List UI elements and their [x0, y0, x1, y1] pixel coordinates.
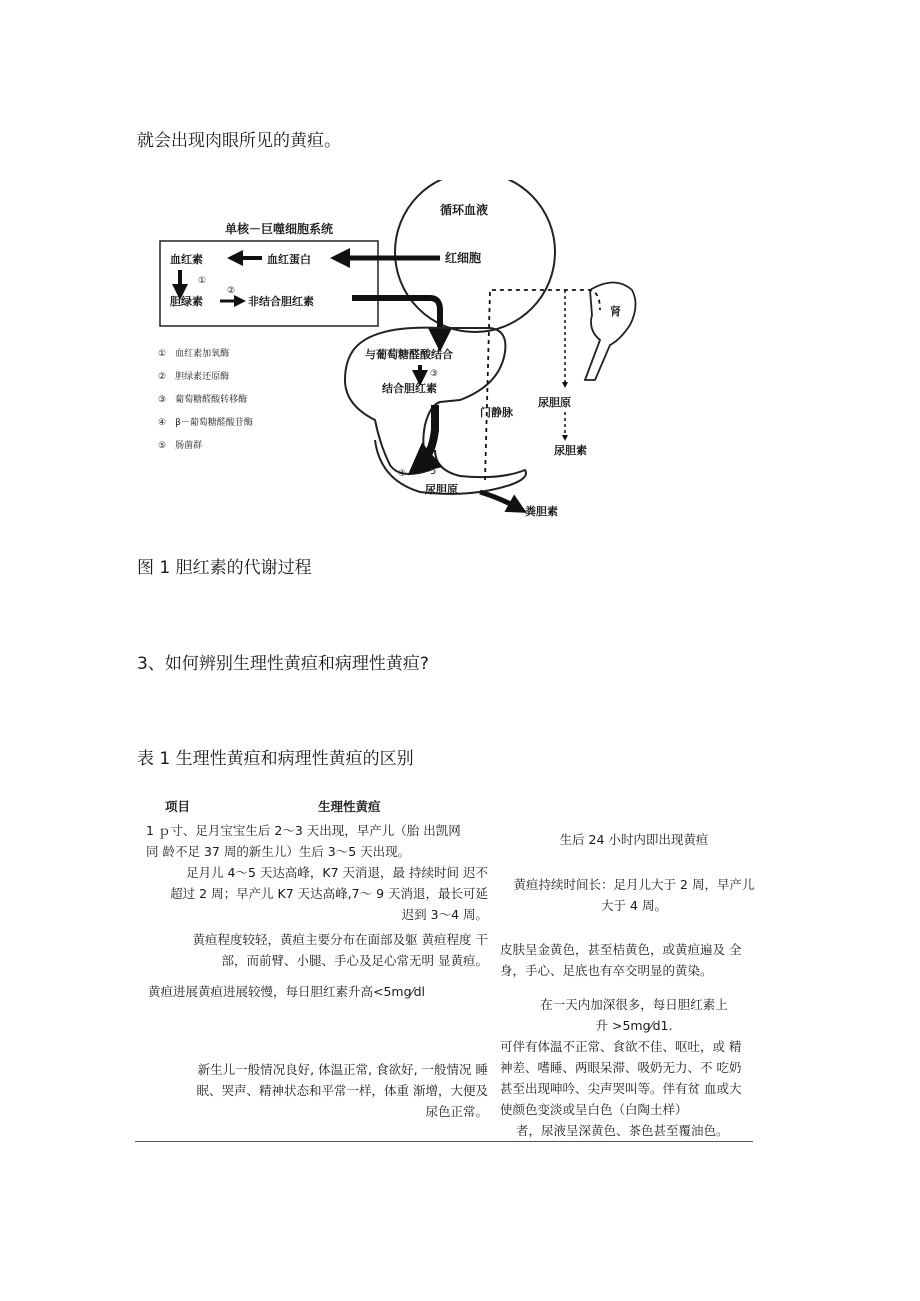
label-conjugated: 结合胆红素 — [382, 382, 437, 395]
label-step2: ② — [227, 286, 236, 296]
label-urobilin: 尿胆素 — [554, 444, 587, 457]
legend-item: ⑤ 肠菌群 — [158, 441, 203, 451]
label-unconjugated: 非结合胆红素 — [248, 295, 314, 308]
label-portal-vein: 门静脉 — [480, 406, 513, 419]
label-hemoglobin: 血红蛋白 — [267, 253, 311, 266]
arrow-liver-to-intestine — [420, 405, 435, 465]
header-physiological: 生理性黄疸 — [318, 799, 381, 814]
label-biliverdin: 胆绿素 — [170, 295, 203, 308]
legend-item: ② 胆绿素还原酶 — [158, 372, 230, 382]
table-cell-patho: 皮肤呈金黄色，甚至桔黄色，或黄疸遍及 全 身，手心、足底也有卒交明显的黄染。 — [500, 942, 742, 978]
table-cell-patho: 在一天内加深很多，每日胆红素上 升 >5mg⁄d1. — [540, 997, 728, 1033]
label-step4: ④ — [398, 469, 407, 479]
label-step1: ① — [198, 276, 207, 286]
label-step3: ③ — [430, 369, 439, 379]
label-kidney: 肾 — [610, 305, 621, 318]
diagram-legend — [158, 347, 253, 451]
table-caption: 表 1 生理性黄疸和病理性黄疸的区别 — [137, 749, 414, 769]
table-cell-patho: 生后 24 小时内即出现黄疸 — [559, 832, 709, 847]
label-stercobilinogen: 尿胆原 — [425, 483, 458, 496]
table-cell-physio: 黄疸程度较轻，黄疸主要分布在面部及躯 黄疸程度 干 部，而前臂、小腿、手心及足心常无明 显黄疸。 — [192, 932, 488, 968]
legend-item: ③ 葡萄糖醛酸转移酶 — [158, 395, 248, 405]
label-heme: 血红素 — [170, 253, 203, 266]
legend-item: ① 血红素加氧酶 — [158, 349, 230, 359]
table-bottom-rule — [135, 1141, 753, 1142]
label-circulation: 循环血液 — [440, 203, 489, 217]
table-cell-physio: 新生儿一般情况良好, 体温正常, 食欲好, 一般情况 睡 眠、哭声、精神状态和平常一样，体重 渐增，大便及 尿色正常。 — [196, 1062, 488, 1119]
label-step5: 5 — [430, 466, 437, 477]
arrow-to-stercobilin — [480, 492, 518, 508]
table-cell-physio: 1 ｐ寸、足月宝宝生后 2～3 天出现，早产儿（胎 出凯网 同 龄不足 37 周的新生儿）生后 3～5 天出现。 — [146, 823, 461, 859]
label-urobilinogen: 尿胆原 — [538, 396, 571, 409]
header-item: 项目 — [165, 799, 191, 814]
label-rbc: 红细胞 — [445, 251, 482, 265]
kidney-outline — [585, 283, 636, 381]
label-glucuronide: 与葡萄糖醛酸结合 — [365, 348, 453, 361]
question-heading: 3、如何辨别生理性黄疸和病理性黄疸? — [137, 654, 429, 674]
figure-caption: 图 1 胆红素的代谢过程 — [137, 558, 312, 578]
intro-paragraph: 就会出现肉眼所见的黄疸。 — [137, 131, 341, 151]
table-cell-physio: 黄疸进展黄疸进展较慢，每日胆红素升高<5mg⁄dl — [148, 984, 426, 999]
bilirubin-metabolism-diagram — [140, 180, 660, 525]
table-cell-patho: 可伴有体温不正常、食欲不佳、呕吐，或 精 神差、嗜睡、两眼呆滞、吸奶无力、不 吃奶 甚至出现呻吟、尖声哭叫等。伴有贫 血或大 使颜色变淡或呈白色（白陶土样） 者，尿液呈深黄色、茶色甚至覆油色。 — [500, 1039, 742, 1138]
label-system: 单核－巨噬细胞系统 — [225, 222, 334, 236]
table-cell-physio: 足月儿 4～5 天达高峰，K7 天消退，最 持续时间 迟不 超过 2 周；早产儿 K7 天达高峰,7～ 9 天消退，最长可延 迟到 3～4 周。 — [170, 865, 488, 922]
arrow-unconjugated-to-liver — [352, 298, 440, 340]
legend-item: ④ β－葡萄糖醛酸苷酶 — [158, 418, 253, 428]
label-stercobilin: 粪胆素 — [525, 505, 558, 518]
table-cell-patho: 黄疸持续时间长：足月儿大于 2 周，早产儿 大于 4 周。 — [513, 877, 755, 913]
